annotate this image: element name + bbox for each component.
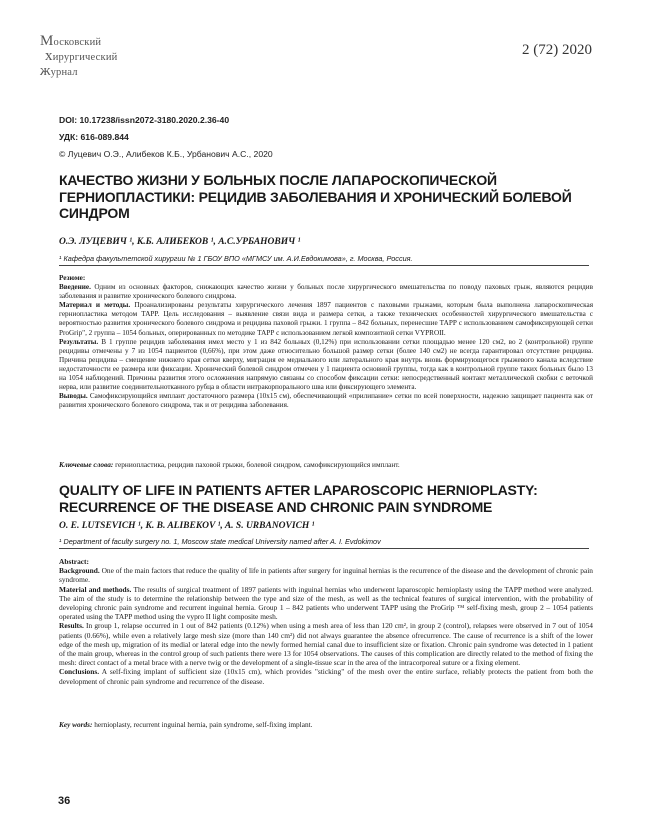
ru-keywords-text: герниопластика, рецидив паховой грыжи, болевой синдром, самофиксирующийся имплант.: [115, 460, 400, 469]
ru-affiliation: ¹ Кафедра факультетской хирургии № 1 ГБОУ ВПО «МГМСУ им. А.И.Евдокимова», г. Москва, Россия.: [59, 254, 413, 263]
ru-conclusions-label: Выводы.: [59, 392, 88, 401]
en-results-label: Results.: [59, 621, 84, 631]
en-conclusions-text: A self-fixing implant of sufficient size (10x15 cm), which provides "sticking" of the mesh over the entire surface, reliably protects the patient from both the development of chronic pain syndrome and recurrence of the disease.: [59, 667, 593, 686]
en-abstract-heading: Abstract:: [59, 557, 89, 566]
issue-number: 2 (72) 2020: [522, 42, 592, 58]
copyright-line: © Луцевич О.Э., Алибеков К.Б., Урбанович А.С., 2020: [59, 149, 273, 159]
udk-line: [59, 132, 129, 142]
en-methods-label: Material and methods.: [59, 584, 132, 594]
ru-intro-label: Введение.: [59, 283, 91, 292]
logo-line-3: журнал: [40, 63, 78, 79]
journal-logo: [40, 33, 160, 81]
ru-methods-label: Материал и методы.: [59, 301, 131, 310]
ru-results-label: Результаты.: [59, 337, 99, 346]
ru-intro-text: Одним из основных факторов, снижающих качество жизни у больных после хирургического вмешательства по поводу паховых грыж, являются рецидив заболевания и развитие хронического болевого синдрома.: [59, 283, 593, 301]
ru-keywords-label: Ключевые слова:: [59, 460, 114, 469]
ru-conclusions-text: Самофиксирующийся имплант достаточного размера (10х15 см), обеспечивающий «прилипание» сетки по всей поверхности, надежно защищает пациента как от развития хронического болевого синдрома, так и от рецидива заболевания.: [59, 392, 594, 410]
en-divider: [59, 548, 589, 549]
ru-authors: О.Э. ЛУЦЕВИЧ ¹, К.Б. АЛИБЕКОВ ¹, А.С.УРБАНОВИЧ ¹: [59, 237, 301, 247]
en-authors: O. E. LUTSEVICH ¹, K. B. ALIBEKOV ¹, A. S. URBANOVICH ¹: [59, 521, 315, 531]
logo-line-1: Московский: [40, 33, 102, 49]
en-keywords: [59, 720, 593, 729]
ru-title: КАЧЕСТВО ЖИЗНИ У БОЛЬНЫХ ПОСЛЕ ЛАПАРОСКОПИЧЕСКОЙ ГЕРНИОПЛАСТИКИ: РЕЦИДИВ ЗАБОЛЕВАНИЯ И ХРОНИЧЕСКИЙ БОЛЕВОЙ СИНДРОМ: [59, 172, 572, 221]
en-methods-text: The results of surgical treatment of 1897 patients with inguinal hernias who underwent laparoscopic hernioplasty using the TAPP method were analyzed. The aim of the study is to determine the relationship between the type and size of the mesh, as well as the technical features of surgical intervention, with the probability of developing chronic pain syndrome and recurrent inguinal hernia. Group 1 – 842 patients who underwent TAPP using the ProGrip ™ self-fixing mesh, group 2 – 1054 patients operated using the TAPP method using the vypro II light composite mesh.: [59, 584, 593, 622]
en-title: QUALITY OF LIFE IN PATIENTS AFTER LAPAROSCOPIC HERNIOPLASTY: RECURRENCE OF THE DISEASE AND CHRONIC PAIN SYNDROME: [59, 482, 538, 515]
en-abstract: [59, 557, 593, 686]
ru-keywords: [59, 460, 593, 469]
page-number: 36: [58, 795, 71, 807]
doi-line: [59, 115, 229, 125]
en-affiliation: ¹ Department of faculty surgery no. 1, Moscow state medical University named after A. I. Evdokimov: [59, 537, 381, 546]
ru-abstract: [59, 274, 593, 410]
ru-divider: [59, 265, 589, 266]
ru-methods-text: Проанализированы результаты хирургического лечения 1897 пациентов с паховыми грыжами, которым была выполнена лапароскопическая герниопластика методом ТАРР. Цель исследования – выявление связи вида и размера сетки, а также технических особенностей хирургического вмешательства с вероятностью развития хронического болевого синдрома и рецидива паховой грыжи. 1 группа – 842 больных, перенесшие ТАРР с использованием самофиксирующей сетки ProGrip", 2 группа – 1054 больных, оперированных по методике ТАРР с использованием легкой композитной сетки VYPROII.: [59, 301, 594, 337]
doi-label: DOI:: [59, 115, 78, 125]
en-background-text: One of the main factors that reduce the quality of life in patients after surgery for inguinal hernias is the recurrence of the disease and the development of chronic pain syndrome.: [59, 566, 593, 585]
en-results-text: In group 1, relapse occurred in 1 out of 842 patients (0.12%) when using a mesh area of less than 120 cm², in group 2 (control), relapses were observed in 7 out of 1054 patients (0.66%), while even a relatively large mesh size (more than 140 cm²) did not always guarantee the absence ofrecurrence. The cause of recurrence is a shift of the lower edge of the mesh up, migration of its medial or lateral edge into the newly formed hernial canal due to insufficient size or fixation. Chronic pain syndrome was detected in 1 patient of the main group, whereas in the control group of such patients there were 13 for 1054 observations. The causes of this complication are directly related to the method of fixing the mesh: direct contact of a metal brace with a nerve twig or the development of a single-tissue scar in the area of the intracorporeal suture or a fixing element.: [59, 621, 593, 668]
en-keywords-label: Key words:: [59, 720, 93, 729]
udk-label: УДК:: [59, 132, 79, 142]
ru-abstract-heading: Резюме:: [59, 274, 86, 282]
doi-value: 10.17238/issn2072-3180.2020.2.36-40: [79, 115, 230, 125]
en-conclusions-label: Conclusions.: [59, 667, 100, 677]
logo-line-2: хирургический: [45, 48, 118, 64]
ru-results-text: В 1 группе рецидив заболевания имел место у 1 из 842 больных (0,12%) при использовании сетки площадью менее 120 см2, во 2 (контрольной) группе рецидивы отмечены у 7 из 1054 пациентов (0,66%), при этом даже относительно большой размер сетки (более 140 см2) не всегда гарантировал отсутствие рецидива. Причина рецидива – смещение нижнего края сетки кверху, миграция ее медиального или латерального края внутрь вновь формирующегося грыжевого канала вследствие недостаточности ее размера или фиксации. Хронический болевой синдром отмечен у 1 пациента основной группы, тогда как в контрольной группе таких больных было 13 на 1054 наблюдений. Причины развития этого осложнения напрямую связаны со способом фиксации сетки: непосредственный контакт металлической скобки с веточкой нерва, или развитие соединительнотканного рубца в области интракорпорального шва или фиксирующего элемента.: [59, 337, 593, 392]
en-background-label: Background.: [59, 566, 100, 576]
udk-value: 616-089.844: [80, 132, 129, 142]
en-keywords-text: hernioplasty, recurrent inguinal hernia, pain syndrome, self-fixing implant.: [94, 720, 313, 729]
